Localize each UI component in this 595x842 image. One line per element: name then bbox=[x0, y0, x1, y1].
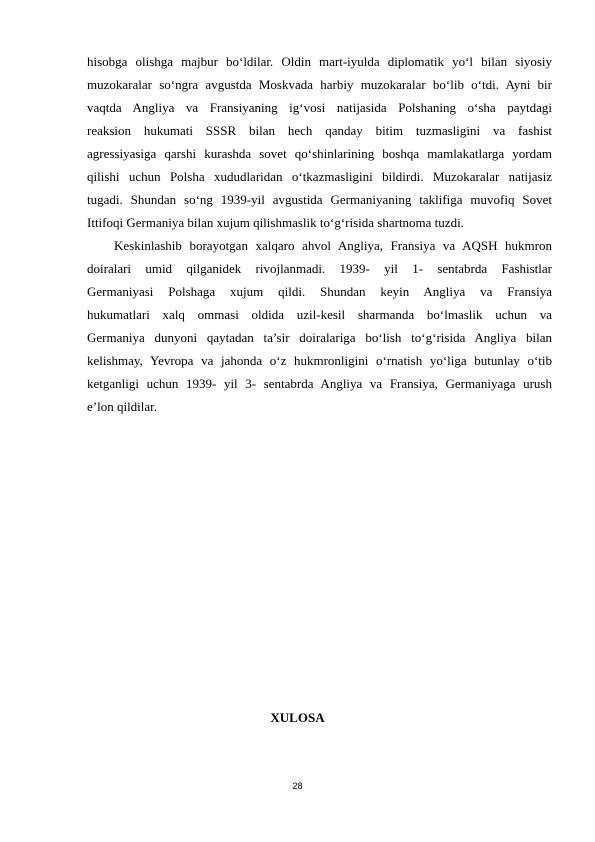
text-line: e’lon qildilar. bbox=[87, 399, 158, 414]
text-line: Keskinlashib borayotgan xalqaro ahvol Angliya, Fransiya va AQSH hukmron bbox=[114, 238, 552, 253]
section-heading: XULOSA bbox=[270, 710, 325, 725]
text-line: Germaniya dunyoni qaytadan ta’sir doiralariga bo‘lish to‘g‘risida Angliya bilan bbox=[87, 330, 552, 345]
text-line: muzokaralar so‘ngra avgustda Moskvada harbiy muzokaralar bo‘lib o‘tdi. Ayni bir bbox=[87, 77, 552, 92]
page-number: 28 bbox=[292, 781, 303, 791]
text-line: Germaniyasi Polshaga xujum qildi. Shundan keyin Angliya va Fransiya bbox=[87, 284, 552, 299]
text-line: Ittifoqi Germaniya bilan xujum qilishmaslik to‘g‘risida shartnoma tuzdi. bbox=[87, 215, 464, 230]
text-line: doiralari umid qilganidek rivojlanmadi. 1939- yil 1- sentabrda Fashistlar bbox=[87, 261, 552, 276]
text-line: kelishmay, Yevropa va jahonda o‘z hukmronligini o‘rnatish yo‘liga butunlay o‘tib bbox=[87, 353, 552, 368]
text-line: reaksion hukumati SSSR bilan hech qanday bitim tuzmasligini va fashist bbox=[87, 123, 552, 138]
text-line: ketganligi uchun 1939- yil 3- sentabrda Angliya va Fransiya, Germaniyaga urush bbox=[87, 376, 552, 391]
paragraph-1 bbox=[87, 50, 552, 234]
body-text bbox=[87, 50, 552, 418]
text-line: hisobga olishga majbur bo‘ldilar. Oldin mart-iyulda diplomatik yo‘l bilan siyosiy bbox=[87, 54, 552, 69]
text-line: hukumatlari xalq ommasi oldida uzil-kesil sharmanda bo‘lmaslik uchun va bbox=[87, 307, 552, 322]
text-line: vaqtda Angliya va Fransiyaning ig‘vosi natijasida Polshaning o‘sha paytdagi bbox=[87, 100, 552, 115]
paragraph-2 bbox=[87, 234, 552, 418]
text-line: qilishi uchun Polsha xududlaridan o‘tkazmasligini bildirdi. Muzokaralar natijasiz bbox=[87, 169, 552, 184]
text-line: tugadi. Shundan so‘ng 1939-yil avgustida Germaniyaning taklifiga muvofiq Sovet bbox=[87, 192, 552, 207]
text-line: agressiyasiga qarshi kurashda sovet qo‘shinlarining boshqa mamlakatlarga yordam bbox=[87, 146, 552, 161]
